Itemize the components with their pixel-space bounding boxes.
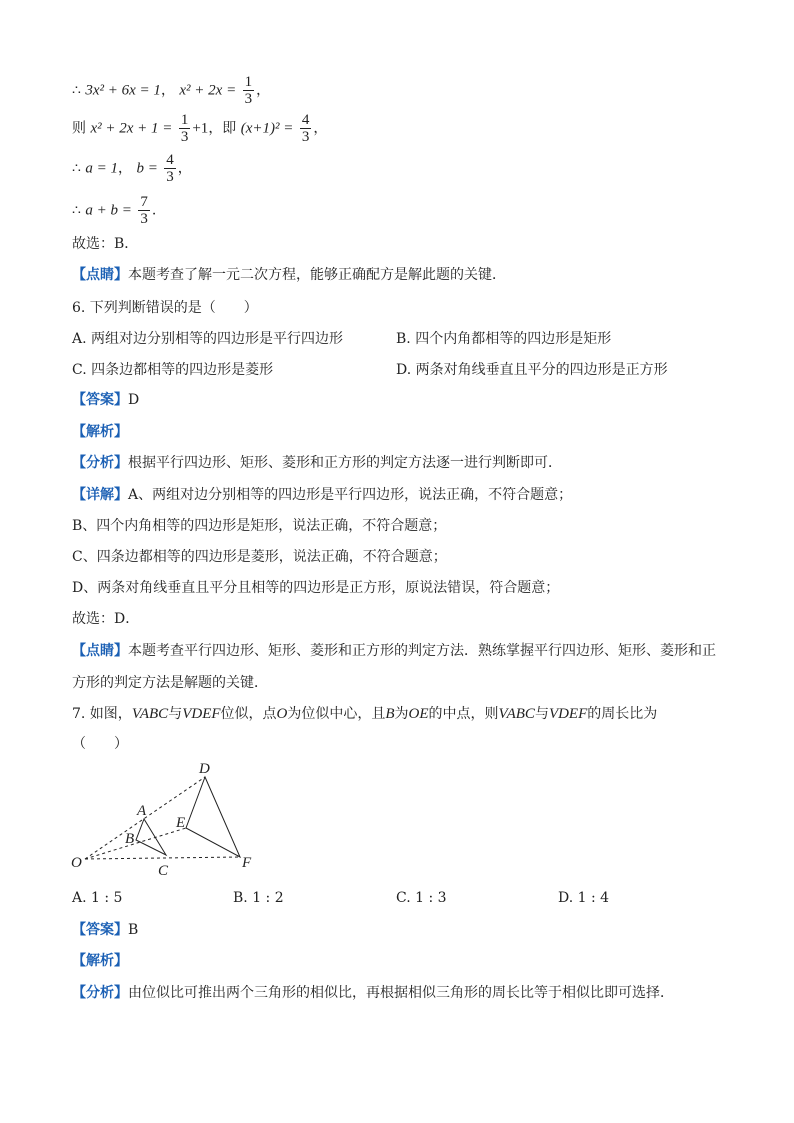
q7-stem [72,704,657,724]
punctuation: ， [256,82,271,99]
punctuation: ， [160,82,175,99]
triangle-def-shape [186,777,240,857]
label-c: C [158,863,169,879]
denominator: 3 [140,211,148,227]
q7-fenxi [72,983,674,1003]
q7-option-b: B. 1 : 2 [233,890,284,906]
punctuation: ， [177,160,192,177]
answer-value: B [128,922,139,938]
q6-xiangjie-b: B、四个内角相等的四边形是矩形，说法正确，不符合题意； [72,518,447,534]
q6-dianjing-1 [72,641,716,661]
equation-line-3 [72,152,192,185]
xiangjie-tag: 【详解】 [72,487,128,503]
stem-text: 与 [168,706,183,722]
label-a: A [137,803,147,819]
q6-fenxi [72,453,562,473]
equation-term: +1 [192,120,209,137]
point-b: B [385,706,395,722]
label-o: O [71,855,82,871]
line-o-f [85,857,240,859]
q6-option-d: D. 两条对角线垂直且平分的四边形是正方形 [396,362,668,378]
numerator: 7 [140,194,148,210]
triangle-abc: VABC [498,706,535,722]
analysis-tag: 【解析】 [72,424,128,440]
fraction [138,194,150,227]
q6-option-a: A. 两组对边分别相等的四边形是平行四边形 [72,331,344,347]
therefore-symbol: ∴ [72,160,81,177]
equation-term: (x+1)² = [240,120,294,137]
comment-tag: 【点睛】 [72,267,128,283]
equation-connector: ，即 [208,120,237,137]
fenxi-text: 由位似比可推出两个三角形的相似比，再根据相似三角形的周长比等于相似比即可选择． [128,985,674,1001]
q7-stem-line2: （ ） [72,736,128,752]
equation-term: x² + 2x = [179,82,237,99]
q6-answer [72,390,139,410]
dianjing-text: 本题考查平行四边形、矩形、菱形和正方形的判定方法．熟练掌握平行四边形、矩形、菱形和正 [128,643,716,659]
stem-text: 与 [534,706,549,722]
equation-term: b = [136,160,158,177]
fraction [300,112,312,145]
label-f: F [242,855,252,871]
label-b: B [125,831,135,847]
q7-option-d: D. 1 : 4 [558,890,610,906]
equation-prefix: 则 [72,120,86,137]
denominator: 3 [166,169,174,185]
q6-option-b: B. 四个内角都相等的四边形是矩形 [396,331,612,347]
label-d: D [199,761,210,777]
answer-tag: 【答案】 [72,392,128,408]
numerator: 1 [244,74,253,90]
stem-text: 为 [394,706,409,722]
triangle-def: VDEF [548,706,588,722]
point-o: O [276,706,288,722]
numerator: 4 [166,152,174,168]
equation-term: a = 1 [85,160,118,177]
dianjing-tag: 【点睛】 [72,643,128,659]
stem-text: 的中点，则 [428,706,499,722]
line-o-e [85,828,186,859]
triangle-def: VDEF [182,706,221,722]
stem-text: 7. 如图， [72,706,132,722]
q6-xiangjie-d: D、两条对角线垂直且平分且相等的四边形是正方形，原说法错误，符合题意； [72,580,560,596]
q7-option-c: C. 1 : 3 [396,890,447,906]
therefore-symbol: ∴ [72,202,81,219]
fenxi-tag: 【分析】 [72,985,128,1001]
fraction [179,112,191,145]
triangle-abc-shape [136,819,166,855]
q6-option-c: C. 四条边都相等的四边形是菱形 [72,362,274,378]
segment-oe: OE [408,706,429,722]
stem-text: 的周长比为 [587,706,658,722]
denominator: 3 [301,129,310,145]
equation-term: x² + 2x + 1 = [90,120,173,137]
punctuation: . [151,202,157,219]
q6-choice: 故选：D． [72,611,140,627]
label-e: E [176,815,186,831]
triangle-abc: VABC [131,706,169,722]
fenxi-tag: 【分析】 [72,455,128,471]
numerator: 4 [301,112,310,128]
denominator: 3 [180,129,189,145]
therefore-symbol: ∴ [72,82,81,99]
equation-line-4 [72,194,156,227]
denominator: 3 [244,91,253,107]
q6-xiangjie-a [72,485,572,505]
answer-value: D [128,392,140,408]
q5-comment [72,265,506,285]
stem-text: 为位似中心，且 [287,706,386,722]
punctuation: ， [313,120,328,137]
q6-dianjing-2: 方形的判定方法是解题的关键． [72,675,268,691]
fraction [243,74,255,107]
numerator: 1 [180,112,189,128]
equation-term: a + b = [85,202,132,219]
stem-text: 位似，点 [220,706,277,722]
equation-line-1 [72,74,270,107]
punctuation: ， [118,160,132,177]
equation-term: 3x² + 6x = 1 [85,82,161,99]
q6-analysis-tag [72,422,128,442]
q6-xiangjie-c: C、四条边都相等的四边形是菱形，说法正确，不符合题意； [72,549,447,565]
comment-text: 本题考查了解一元二次方程，能够正确配方是解此题的关键． [128,267,506,283]
xiangjie-text: A、两组对边分别相等的四边形是平行四边形，说法正确，不符合题意； [128,487,573,503]
q7-option-a: A. 1 : 5 [72,890,123,906]
q7-answer [72,920,138,940]
fraction [164,152,176,185]
homothety-figure [60,755,280,885]
analysis-tag: 【解析】 [72,953,128,969]
answer-tag: 【答案】 [72,922,128,938]
q5-choice: 故选：B． [72,236,139,252]
fenxi-text: 根据平行四边形、矩形、菱形和正方形的判定方法逐一进行判断即可． [128,455,562,471]
q6-stem: 6. 下列判断错误的是（ ） [72,300,258,316]
equation-line-2 [72,112,327,145]
q7-analysis-tag [72,951,128,971]
